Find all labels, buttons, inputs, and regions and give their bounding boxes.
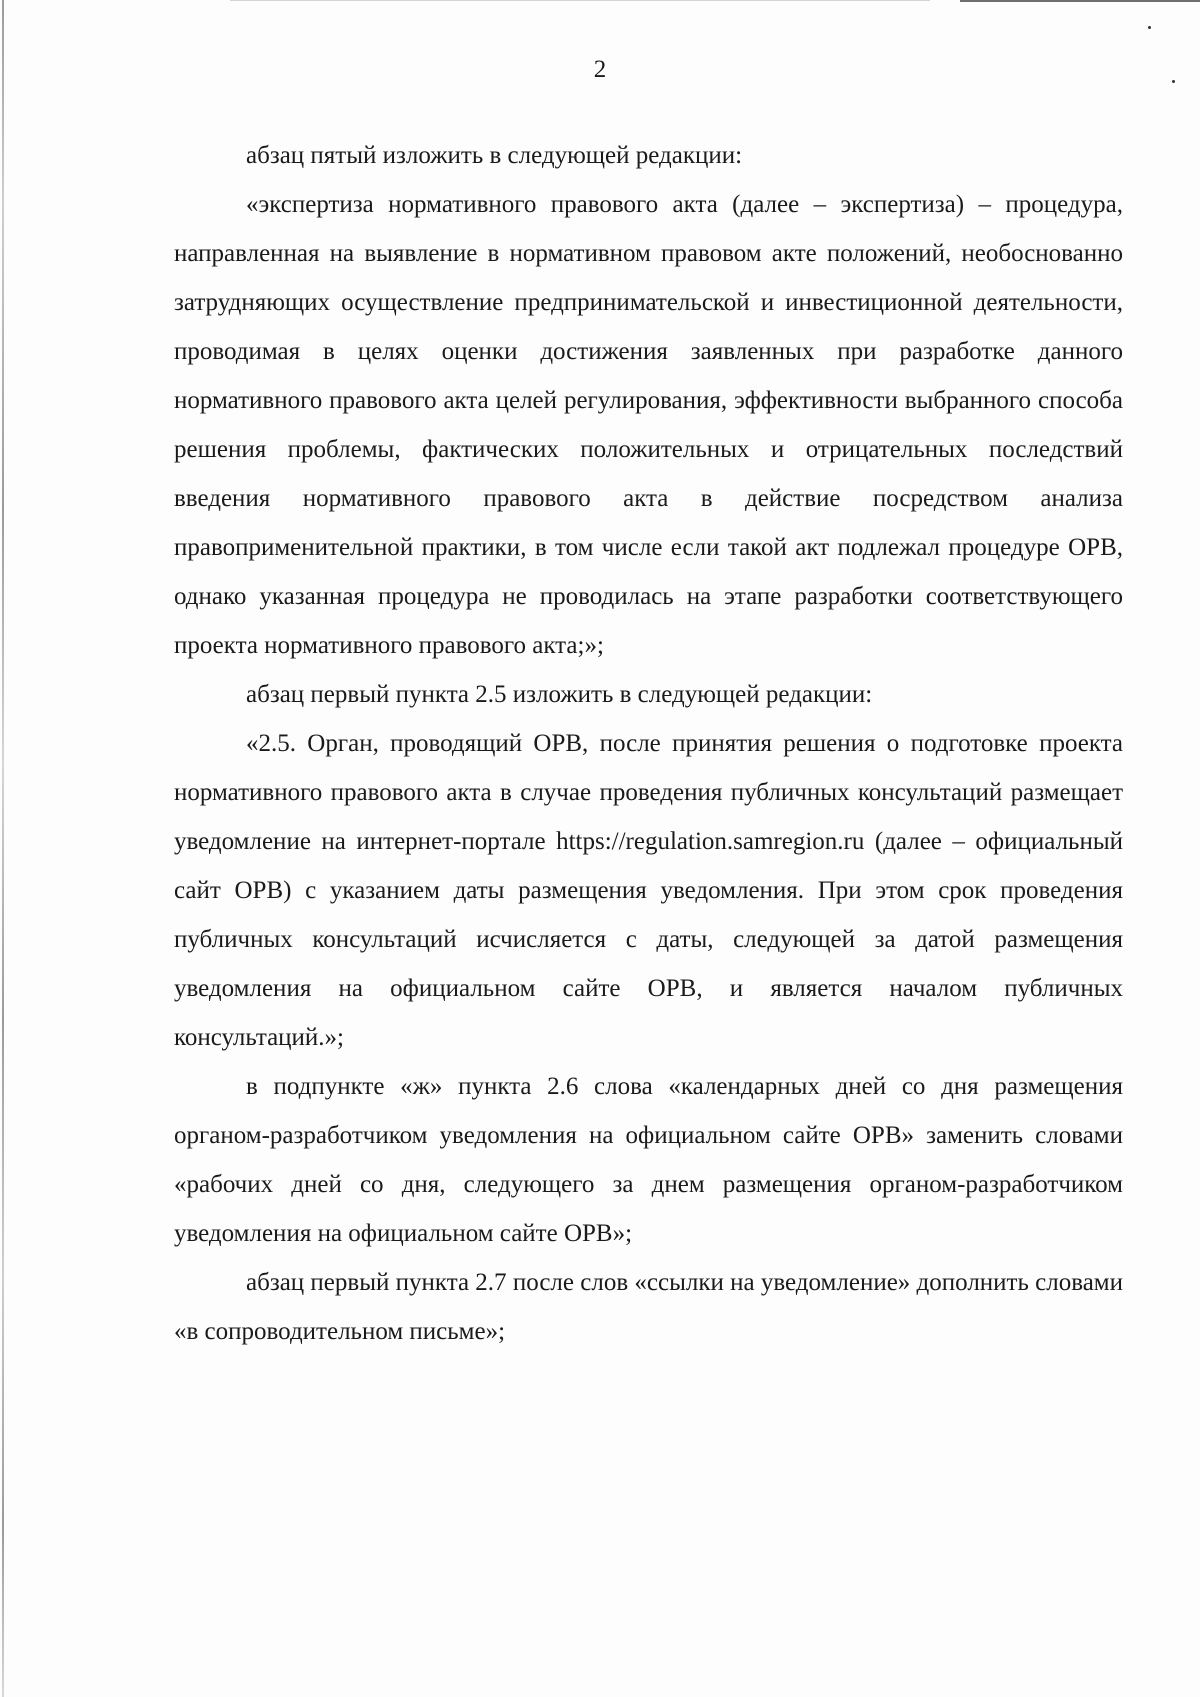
scan-edge-top <box>960 0 1200 2</box>
paragraph-2: «экспертиза нормативного правового акта (далее – экспертиза) – процедура, направленная на выявление в нормативном правовом акте положений, необоснованно затрудняющих осуществление предпринимательской и инвестиционной деятельности, проводимая в целях оценки достижения заявленных при разработке данного нормативного правового акта целей регулирования, эффективности выбранного способа решения проблемы, фактических положительных и отрицательных последствий введения нормативного правового акта в действие посредством анализа правоприменительной практики, в том числе если такой акт подлежал процедуре ОРВ, однако указанная процедура не проводилась на этапе разработки соответствующего проекта нормативного правового акта;»; <box>174 191 1123 659</box>
paragraph-6: абзац первый пункта 2.7 после слов «ссылки на уведомление» дополнить словами «в сопроводительном письме»; <box>174 1269 1123 1345</box>
scan-speck <box>1148 26 1151 29</box>
document-body <box>174 131 1123 1356</box>
paragraph-1: абзац пятый изложить в следующей редакции: <box>246 142 743 169</box>
page-number: 2 <box>593 56 607 83</box>
paragraph-4: «2.5. Орган, проводящий ОРВ, после принятия решения о подготовке проекта нормативного правового акта в случае проведения публичных консультаций размещает уведомление на интернет-портале https://regulation.samregion.ru (далее – официальный сайт ОРВ) с указанием даты размещения уведомления. При этом срок проведения публичных консультаций исчисляется с даты, следующей за датой размещения уведомления на официальном сайте ОРВ, и является началом публичных консультаций.»; <box>174 730 1123 1051</box>
paragraph-3: абзац первый пункта 2.5 изложить в следующей редакции: <box>246 681 873 708</box>
scan-edge-top-faint <box>230 0 930 1</box>
paragraph-5: в подпункте «ж» пункта 2.6 слова «календарных дней со дня размещения органом-разработчиком уведомления на официальном сайте ОРВ» заменить словами «рабочих дней со дня, следующего за днем размещения органом-разработчиком уведомления на официальном сайте ОРВ»; <box>174 1073 1123 1247</box>
scan-edge-left <box>2 0 4 1697</box>
